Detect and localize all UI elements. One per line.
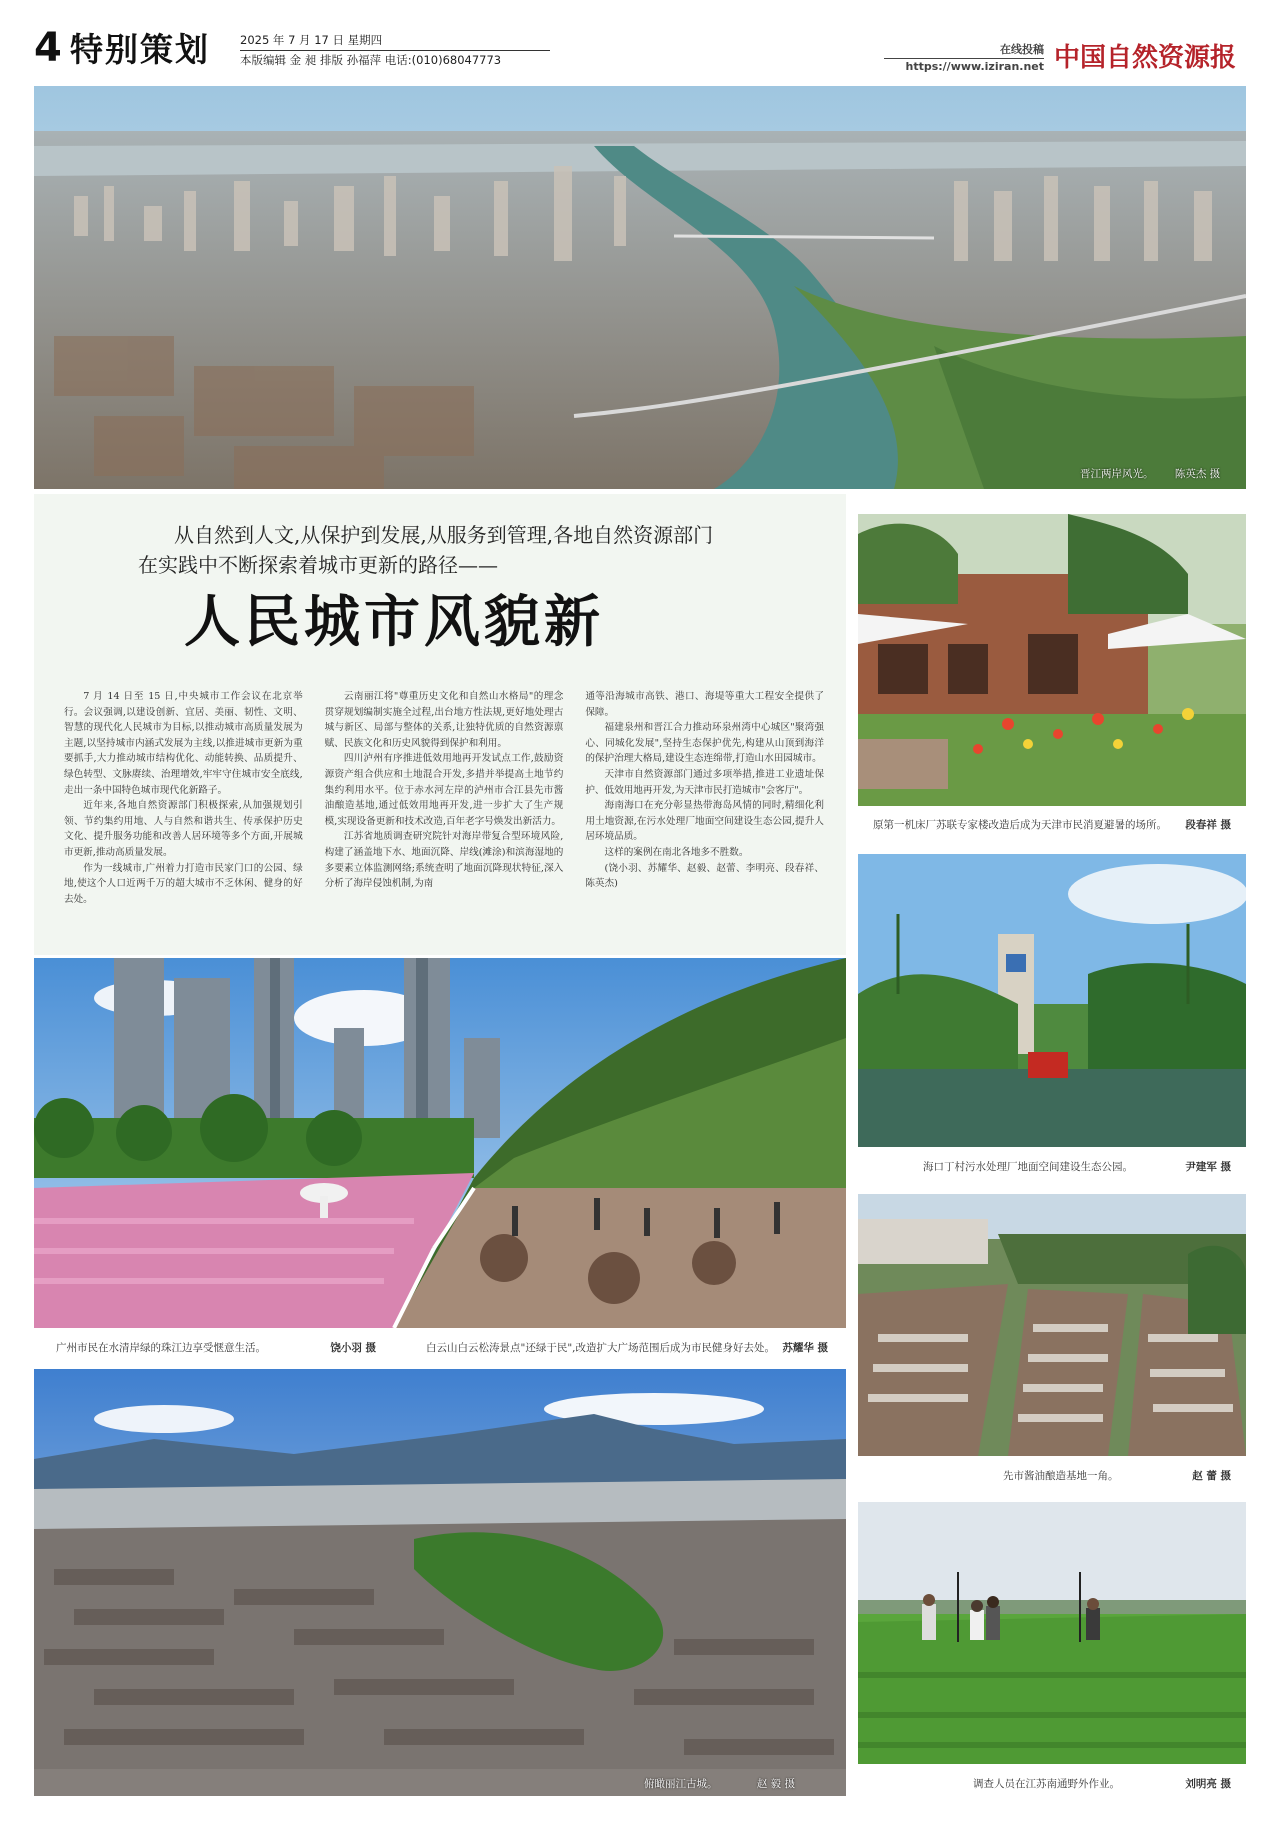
photo-haikou [858, 854, 1246, 1147]
caption-baiyun: 白云山白云松涛景点"还绿于民",改造扩大广场范围后成为市民健身好去处。 苏耀华 摄 [426, 1342, 828, 1354]
date-line: 2025 年 7 月 17 日 星期四 [240, 32, 550, 51]
article-paragraph: 江苏省地质调查研究院针对海岸带复合型环境风险,构建了涵盖地下水、地面沉降、岸线(滩涂)和滨海湿地的多要素立体监测网络;系统查明了地面沉降现状特征,深入分析了海岸侵蚀机制,为南 [324, 831, 564, 890]
online-submission [884, 42, 1044, 75]
article-paragraph: 四川泸州有序推进低效用地再开发试点工作,鼓励资源资产组合供应和土地混合开发,多措并举提高土地节约集约利用水平。位于赤水河左岸的泸州市合江县先市酱油酿造基地,通过低效用地再开发,进一步扩大了生产规模,实现设备更新和技术改造,百年老字号焕发出新活力。 [324, 753, 564, 827]
lijiang-caption-overlay: 俯瞰丽江古城。 赵 毅 摄 [644, 1778, 796, 1790]
section-title: 特别策划 [70, 30, 210, 69]
newspaper-name: 中国自然资源报 [1054, 43, 1237, 73]
photo-guangzhou-baiyun [34, 958, 846, 1328]
masthead [0, 0, 1280, 86]
hero-caption: 晋江两岸风光。 陈英杰 摄 [1080, 468, 1221, 480]
article-column-1 [64, 689, 303, 944]
article-paragraph: 海南海口在充分彰显热带海岛风情的同时,精细化利用土地资源,在污水处理厂地面空间建设生态公园,提升人居环境品质。 [585, 800, 825, 843]
deck-line-1: 从自然到人文,从保护到发展,从服务到管理,各地自然资源部门 [174, 523, 714, 547]
online-url[interactable]: https://www.iziran.net [884, 58, 1044, 75]
luzhou-image [858, 1194, 1246, 1456]
photo-tianjin [858, 514, 1246, 806]
article-paragraph: 作为一线城市,广州着力打造市民家门口的公园、绿地,使这个人口近两千万的超大城市不乏休闲、健身的好去处。 [64, 862, 303, 905]
photo-luzhou [858, 1194, 1246, 1456]
deck-line-2: 在实践中不断探索着城市更新的路径—— [138, 553, 498, 577]
caption-jiangsu: 调查人员在江苏南通野外作业。 刘明亮 摄 [973, 1778, 1231, 1790]
caption-haikou: 海口丁村污水处理厂地面空间建设生态公园。 尹建军 摄 [923, 1161, 1231, 1173]
article-columns [64, 689, 824, 944]
staff-line: 本版编辑 金 昶 排版 孙福萍 电话:(010)68047773 [240, 53, 502, 67]
page-number: 4 [34, 25, 62, 71]
article-paragraph: 云南丽江将"尊重历史文化和自然山水格局"的理念贯穿规划编制实施全过程,出台地方性法规,更好地处理古城与新区、局部与整体的关系,让独特优质的自然资源禀赋、民族文化和历史风貌得到保护和利用。 [324, 691, 564, 749]
article-paragraph: 7 月 14 日至 15 日,中央城市工作会议在北京举行。会议强调,以建设创新、宜居、美丽、韧性、文明、智慧的现代化人民城市为目标,以推动城市高质量发展为主题,以坚持城市内涵式发展为主线,以推进城市更新为重要抓手,大力推动城市结构优化、动能转换、品质提升、绿色转型、文脉赓续、治理增效,牢牢守住城市安全底线,走出一条中国特色城市现代化新路子。 [64, 691, 303, 796]
feature-article [34, 494, 846, 955]
hero-photo-jinjiang [34, 86, 1246, 489]
tianjin-image [858, 514, 1246, 806]
article-paragraph: 通等沿海城市高铁、港口、海堤等重大工程安全提供了保障。 [585, 691, 825, 718]
caption-tianjin: 原第一机床厂苏联专家楼改造后成为天津市民消夏避暑的场所。 段春祥 摄 [873, 819, 1231, 831]
article-column-2 [325, 689, 564, 944]
article-paragraph: 这样的案例在南北各地多不胜数。 [604, 846, 749, 858]
caption-luzhou: 先市酱油酿造基地一角。 赵 蕾 摄 [1003, 1470, 1231, 1482]
article-column-3 [585, 689, 824, 944]
article-contributors: (饶小羽、苏耀华、赵毅、赵蕾、李明亮、段春祥、陈英杰) [585, 862, 825, 890]
article-paragraph: 天津市自然资源部门通过多项举措,推进工业遗址保护、低效用地再开发,为天津市民打造城市"会客厅"。 [585, 768, 825, 796]
photo-lijiang [34, 1369, 846, 1796]
jiangsu-image [858, 1502, 1246, 1764]
jinjiang-aerial-image [34, 86, 1246, 489]
headline-title: 人民城市风貌新 [184, 590, 604, 655]
deck-text [104, 520, 804, 580]
lijiang-image [34, 1369, 846, 1796]
haikou-image [858, 854, 1246, 1147]
article-paragraph: 福建泉州和晋江合力推动环泉州湾中心城区"聚湾强心、同城化发展",坚持生态保护优先,构建从山顶到海洋的保护治理大格局,建设生态连绵带,打造山水田园城市。 [585, 722, 825, 765]
article-paragraph: 近年来,各地自然资源部门积极探索,从加强规划引领、节约集约用地、人与自然和谐共生、传承保护历史文化、提升服务功能和改善人居环境等多个方面,开展城市更新,推动高质量发展。 [64, 800, 303, 858]
caption-guangzhou: 广州市民在水清岸绿的珠江边享受惬意生活。 饶小羽 摄 [56, 1342, 376, 1354]
guangzhou-baiyun-image [34, 958, 846, 1328]
online-label: 在线投稿 [1000, 43, 1044, 56]
edition-info [240, 32, 550, 69]
photo-jiangsu [858, 1502, 1246, 1764]
